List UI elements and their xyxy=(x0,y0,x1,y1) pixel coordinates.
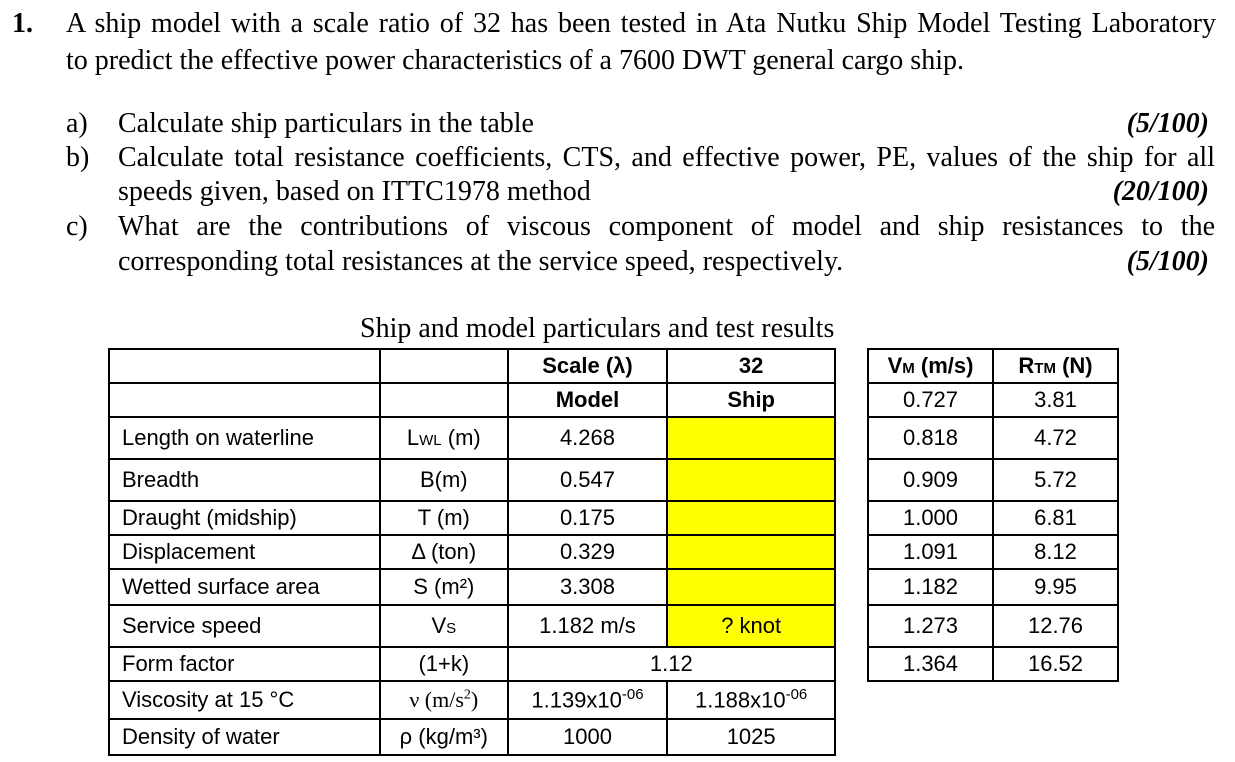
row-model-value: 3.308 xyxy=(508,569,668,605)
vm-value: 1.091 xyxy=(868,535,993,569)
table-row xyxy=(109,459,835,501)
part-a-text: Calculate ship particulars in the table xyxy=(118,108,534,139)
vm-value: 1.364 xyxy=(868,647,993,681)
rtm-value: 6.81 xyxy=(993,501,1118,535)
row-model-value: 0.175 xyxy=(508,501,668,535)
viscosity-ship: $1.188x10^{-06}$ xyxy=(667,681,835,719)
part-b-marks: (20/100) xyxy=(1112,176,1209,207)
question-line-1: A ship model with a scale ratio of 32 has been tested in Ata Nutku Ship Model Testing Laboratory xyxy=(66,8,1216,39)
particulars-table xyxy=(108,348,836,756)
row-symbol: ν $(m/s^2)$ xyxy=(380,681,508,719)
rtm-value: 16.52 xyxy=(993,647,1118,681)
row-symbol: T (m) xyxy=(380,501,508,535)
part-c-text-line-2: corresponding total resistances at the service speed, respectively. xyxy=(118,246,844,277)
col-rtm-header: RTM (N) xyxy=(993,349,1118,383)
table-row xyxy=(109,417,835,459)
question-number: 1. xyxy=(12,8,33,39)
viscosity-model: $1.139x10^{-06}$ xyxy=(508,681,668,719)
row-symbol: B(m) xyxy=(380,459,508,501)
vm-value: 0.909 xyxy=(868,459,993,501)
part-b-text-line-1: Calculate total resistance coefficients, CTS, and effective power, PE, values of the ship for all xyxy=(118,142,1215,173)
table-row xyxy=(868,647,1118,681)
ship-input-cell[interactable] xyxy=(667,501,835,535)
part-c-text-line-1: What are the contributions of viscous component of model and ship resistances to the xyxy=(118,211,1215,242)
rtm-value: 12.76 xyxy=(993,605,1118,647)
ship-input-cell[interactable] xyxy=(667,417,835,459)
row-symbol: Δ (ton) xyxy=(380,535,508,569)
scale-value: 32 xyxy=(667,349,835,383)
row-model-value: 0.547 xyxy=(508,459,668,501)
density-model: 1000 xyxy=(508,719,668,755)
row-name: Breadth xyxy=(109,459,380,501)
rtm-value: 4.72 xyxy=(993,417,1118,459)
table-row xyxy=(868,349,1118,383)
part-c-label: c) xyxy=(66,211,88,242)
table-row xyxy=(109,501,835,535)
part-a-label: a) xyxy=(66,108,88,139)
vm-value: 1.273 xyxy=(868,605,993,647)
vm-value: 1.182 xyxy=(868,569,993,605)
row-symbol: (1+k) xyxy=(380,647,508,681)
part-b-label: b) xyxy=(66,142,90,173)
table-row xyxy=(868,605,1118,647)
part-a-marks: (5/100) xyxy=(1126,108,1209,139)
table-row xyxy=(868,569,1118,605)
form-factor-value: 1.12 xyxy=(508,647,835,681)
ship-input-cell[interactable] xyxy=(667,569,835,605)
vm-value: 1.000 xyxy=(868,501,993,535)
vm-value: 0.818 xyxy=(868,417,993,459)
col-ship-header: Ship xyxy=(667,383,835,417)
row-name: Displacement xyxy=(109,535,380,569)
table-row xyxy=(109,647,835,681)
row-symbol: LWL (m) xyxy=(380,417,508,459)
test-results-table xyxy=(867,348,1119,682)
part-b-text-line-2: speeds given, based on ITTC1978 method xyxy=(118,176,591,207)
row-name: Form factor xyxy=(109,647,380,681)
row-model-value: 1.182 m/s xyxy=(508,605,668,647)
row-name: Draught (midship) xyxy=(109,501,380,535)
table-row xyxy=(109,569,835,605)
row-name: Viscosity at 15 °C xyxy=(109,681,380,719)
table-row xyxy=(109,383,835,417)
row-model-value: 4.268 xyxy=(508,417,668,459)
table-row xyxy=(109,681,835,719)
row-model-value: 0.329 xyxy=(508,535,668,569)
row-name: Wetted surface area xyxy=(109,569,380,605)
part-c-marks: (5/100) xyxy=(1126,246,1209,277)
row-symbol: ρ (kg/m³) xyxy=(380,719,508,755)
rtm-value: 3.81 xyxy=(993,383,1118,417)
col-vm-header: VM (m/s) xyxy=(868,349,993,383)
table-row xyxy=(868,383,1118,417)
table-row xyxy=(868,501,1118,535)
scale-label: Scale (λ) xyxy=(508,349,668,383)
rtm-value: 9.95 xyxy=(993,569,1118,605)
row-symbol: S (m²) xyxy=(380,569,508,605)
row-symbol: VS xyxy=(380,605,508,647)
row-name: Density of water xyxy=(109,719,380,755)
table-row xyxy=(868,417,1118,459)
table-row xyxy=(109,535,835,569)
table-row xyxy=(109,719,835,755)
row-name: Length on waterline xyxy=(109,417,380,459)
table-row xyxy=(109,605,835,647)
table-row xyxy=(109,349,835,383)
ship-input-cell[interactable] xyxy=(667,535,835,569)
row-name: Service speed xyxy=(109,605,380,647)
table-row xyxy=(868,535,1118,569)
rtm-value: 8.12 xyxy=(993,535,1118,569)
rtm-value: 5.72 xyxy=(993,459,1118,501)
question-line-2: to predict the effective power characteristics of a 7600 DWT general cargo ship. xyxy=(66,45,964,76)
ship-speed-knot[interactable]: ? knot xyxy=(667,605,835,647)
vm-value: 0.727 xyxy=(868,383,993,417)
table-caption: Ship and model particulars and test results xyxy=(360,313,835,344)
col-model-header: Model xyxy=(508,383,668,417)
table-row xyxy=(868,459,1118,501)
density-ship: 1025 xyxy=(667,719,835,755)
ship-input-cell[interactable] xyxy=(667,459,835,501)
